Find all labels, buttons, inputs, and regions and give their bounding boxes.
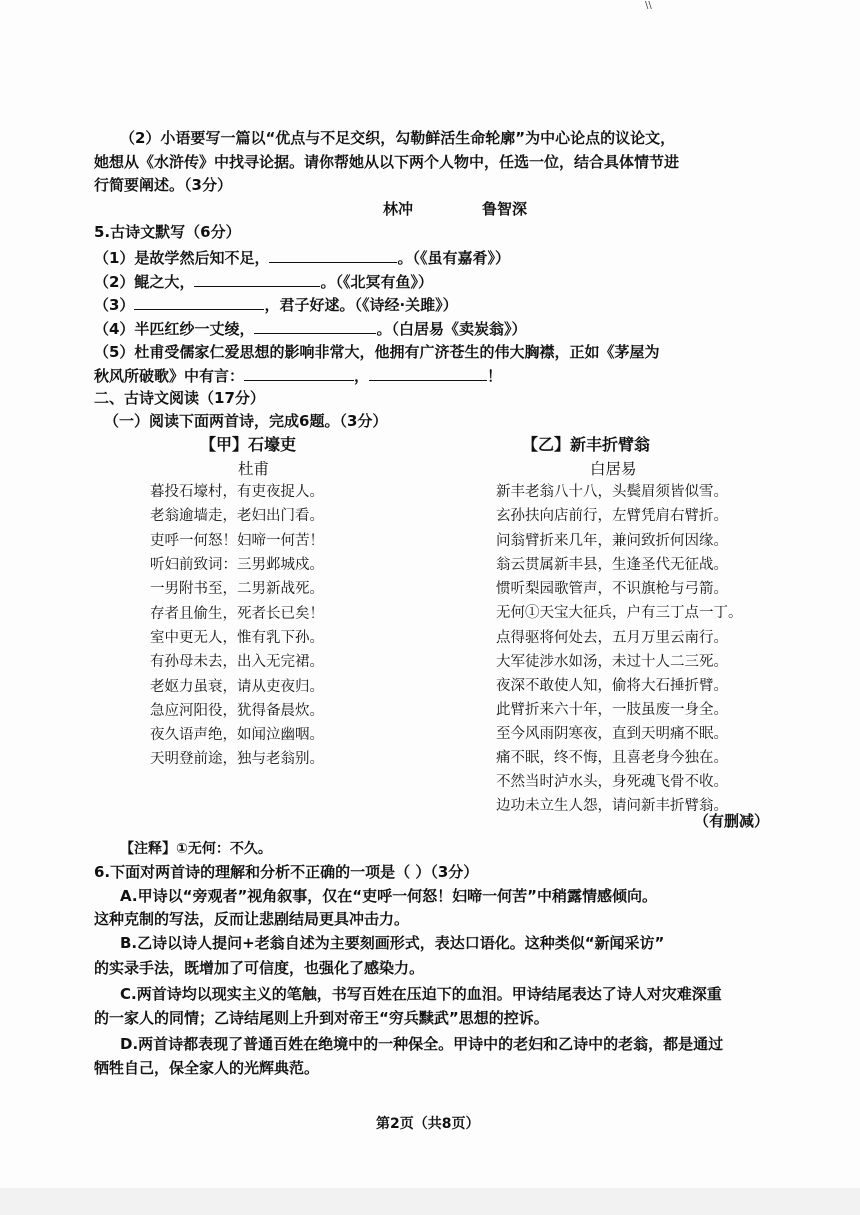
poem-b-author: 白居易 — [590, 460, 637, 478]
poem-a-line: 有孙母未去，出入无完裙。 — [150, 654, 324, 670]
blank-1[interactable] — [269, 246, 397, 263]
q5-item5-pre: 秋风所破歌》中有言： — [94, 367, 245, 385]
q6-option-b-line1: B.乙诗以诗人提问+老翁自述为主要刻画形式，表达口语化。这种类似“新闻采访” — [120, 934, 665, 952]
q5-item4 — [94, 317, 526, 340]
q5-item1-pre: （1）是故学然后知不足， — [94, 249, 270, 267]
poem-a-title: 【甲】石壕吏 — [200, 435, 297, 454]
poem-a-line: 一男附书至，二男新战死。 — [150, 581, 324, 597]
q6-option-c-line1: C.两首诗均以现实主义的笔触，书写百姓在压迫下的血泪。甲诗结尾表达了诗人对灾难深重 — [120, 985, 722, 1003]
q5-item4-pre: （4）半匹红纱一丈绫， — [94, 320, 255, 338]
poem-a-line: 暮投石壕村，有吏夜捉人。 — [150, 484, 324, 500]
q5-item5-line2 — [94, 364, 502, 387]
poem-b-line: 新丰老翁八十八，头鬓眉须皆似雪。 — [496, 484, 728, 500]
poem-a-line: 存者且偷生，死者长已矣！ — [150, 606, 324, 622]
poem-a-line: 天明登前途，独与老翁别。 — [150, 751, 324, 767]
poem-a-line: 听妇前致词：三男邺城戍。 — [150, 557, 324, 573]
q5-item4-post: 。（白居易《卖炭翁》） — [376, 320, 527, 338]
poem-a-line: 老翁逾墙走，老妇出门看。 — [150, 508, 324, 524]
poem-b-line: 问翁臂折来几年，兼问致折何因缘。 — [496, 533, 728, 549]
poem-b-title: 【乙】新丰折臂翁 — [522, 435, 651, 454]
q5-item3 — [94, 293, 458, 316]
poem-b-line: 边功未立生人怨，请问新丰折臂翁。 — [496, 798, 728, 814]
poem-b-line: 翁云贯属新丰县，生逢圣代无征战。 — [496, 557, 728, 573]
poem-a-author: 杜甫 — [238, 460, 270, 478]
option-lu-zhishen: 鲁智深 — [482, 200, 528, 218]
q5-item2 — [94, 270, 433, 293]
poem-b-line: 惯听梨园歌管声，不识旗枪与弓箭。 — [496, 581, 728, 597]
section2-sub1: （一）阅读下面两首诗，完成6题。（3分） — [104, 412, 388, 430]
q6-option-a-line1: A.甲诗以“旁观者”视角叙事，仅在“吏呼一何怒！妇啼一何苦”中稍露情感倾向。 — [120, 887, 658, 905]
q6-option-d-line2: 牺牲自己，保全家人的光辉典范。 — [94, 1059, 320, 1077]
poem-b-line: 至今风雨阴寒夜，直到天明痛不眠。 — [496, 726, 728, 742]
q6-option-d-line1: D.两首诗都表现了普通百姓在绝境中的一种保全。甲诗中的老妇和乙诗中的老翁，都是通过 — [120, 1035, 724, 1053]
poem-a-line: 老妪力虽衰，请从吏夜归。 — [150, 679, 324, 695]
q6-option-c-line2: 的一家人的同情；乙诗结尾则上升到对帝王“穷兵黩武”思想的控诉。 — [94, 1009, 549, 1027]
q4-2-line2: 她想从《水浒传》中找寻论据。请你帮她从以下两个人物中，任选一位，结合具体情节进 — [94, 153, 680, 171]
option-lin-chong: 林冲 — [383, 200, 414, 218]
q4-2-line1: （2）小语要写一篇以“优点与不足交织，勾勒鲜活生命轮廓”为中心论点的议论文， — [120, 129, 676, 147]
poem-b-line: 点得驱将何处去，五月万里云南行。 — [496, 630, 728, 646]
poem-a-line: 夜久语声绝，如闻泣幽咽。 — [150, 727, 324, 743]
poem-b-line: 痛不眠，终不悔，且喜老身今独在。 — [496, 750, 728, 766]
q5-item1 — [94, 246, 510, 269]
page-footer: 第2页（共8页） — [376, 1116, 480, 1132]
blank-3[interactable] — [134, 293, 264, 310]
section2-title: 二、古诗文阅读（17分） — [94, 389, 265, 407]
poem-b-line: 夜深不敢使人知，偷将大石捶折臂。 — [496, 678, 728, 694]
blank-5[interactable] — [244, 364, 354, 381]
blank-6[interactable] — [369, 364, 487, 381]
poem-b-line: 大军徒涉水如汤，未过十人二三死。 — [496, 654, 728, 670]
poem-b-line: 此臂折来六十年，一肢虽废一身全。 — [496, 702, 728, 718]
q4-2-line3: 行简要阐述。（3分） — [94, 176, 232, 194]
poem-b-line: 不然当时泸水头，身死魂飞骨不收。 — [496, 774, 728, 790]
q5-item3-post: ，君子好逑。（《诗经·关雎》） — [264, 296, 458, 314]
q5-item5-post: ！ — [487, 367, 503, 385]
q6-option-a-line2: 这种克制的写法，反而让悲剧结局更具冲击力。 — [94, 910, 410, 928]
q5-item5-mid: ， — [354, 367, 370, 385]
q6-option-b-line2: 的实录手法，既增加了可信度，也强化了感染力。 — [94, 959, 425, 977]
q5-title: 5.古诗文默写（6分） — [94, 223, 241, 241]
poem-a-line: 急应河阳役，犹得备晨炊。 — [150, 703, 324, 719]
q5-item2-post: 。（《北冥有鱼》） — [320, 273, 433, 291]
scan-mark: \\ — [645, 0, 652, 11]
q5-item3-pre: （3） — [94, 296, 135, 314]
poem-a-line: 室中更无人，惟有乳下孙。 — [150, 630, 324, 646]
q5-item2-pre: （2）鲲之大， — [94, 273, 195, 291]
blank-4[interactable] — [254, 317, 376, 334]
poem-a-line: 吏呼一何怒！妇啼一何苦！ — [150, 533, 324, 549]
q5-item1-post: 。（《虽有嘉肴》） — [397, 249, 510, 267]
poem-b-abridged-note: （有删减） — [694, 812, 770, 830]
annotation: 【注释】①无何：不久。 — [120, 841, 272, 857]
q6-stem: 6.下面对两首诗的理解和分析不正确的一项是（ ）（3分） — [94, 863, 479, 881]
q5-item5-line1: （5）杜甫受儒家仁爱思想的影响非常大，他拥有广济苍生的伟大胸襟，正如《茅屋为 — [94, 343, 660, 361]
poem-b-line: 无何①天宝大征兵，户有三丁点一丁。 — [496, 605, 743, 621]
blank-2[interactable] — [194, 270, 320, 287]
poem-b-line: 玄孙扶向店前行，左臂凭肩右臂折。 — [496, 508, 728, 524]
scan-bottom-edge — [0, 1188, 860, 1215]
